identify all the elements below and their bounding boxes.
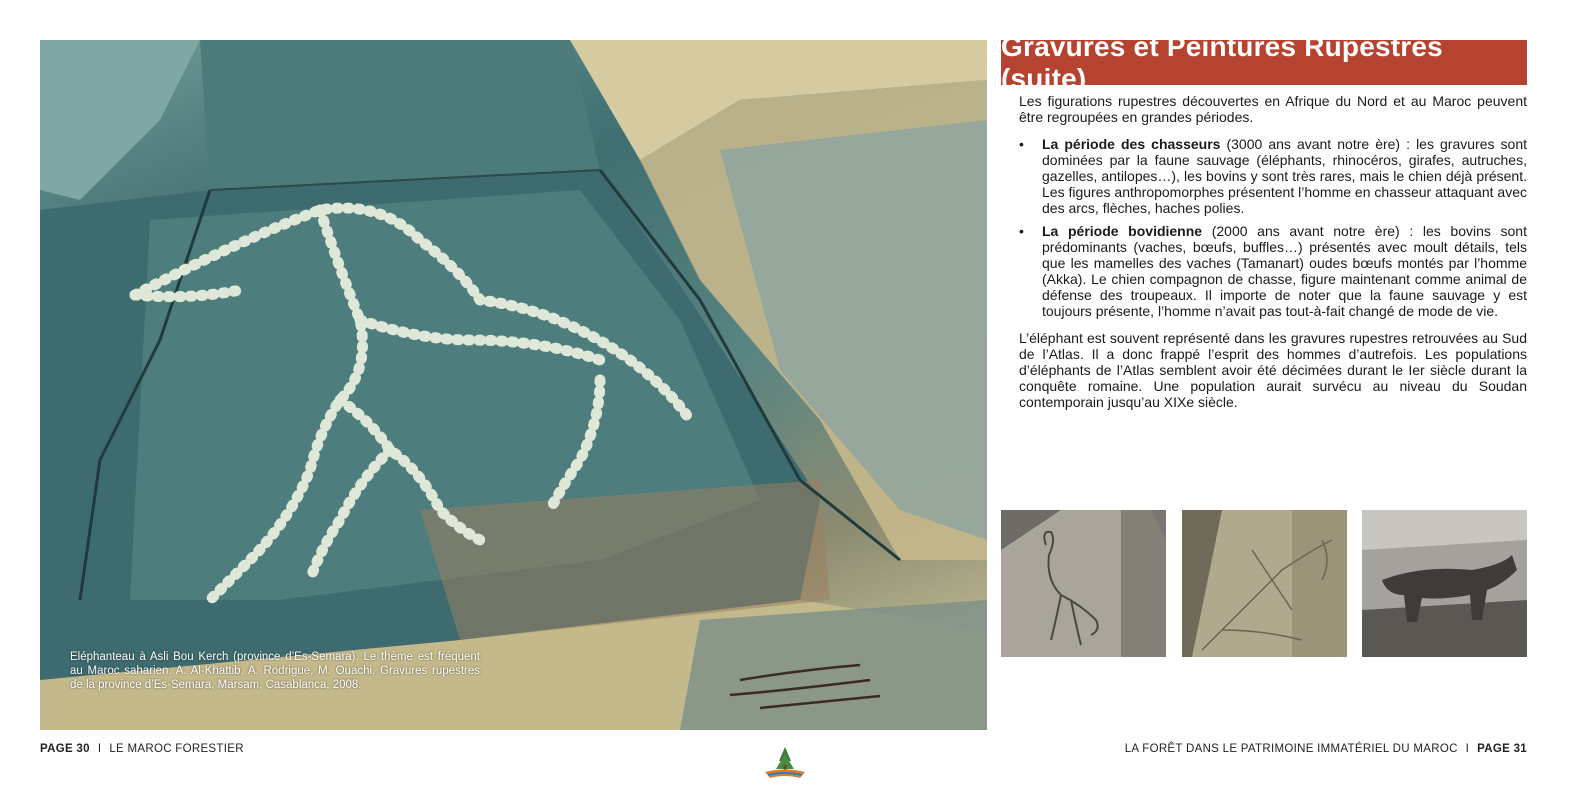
main-rock-engraving-photo (40, 40, 987, 730)
period-item-bovidian (1042, 223, 1527, 319)
period-item-hunters (1042, 136, 1527, 216)
period-description: (3000 ans avant notre ère) : les gravures sont dominées par la faune sauvage (éléphants, rhinocéros, girafes, autruches, gazelles, antilopes…), les bovins y sont très rares, mais le chien déjà présent. Les figures anthropomorphes présentent l’homme en chasseur attaquant avec des arcs, flèches, haches polies. (1042, 136, 1527, 216)
period-name: La période bovidienne (1042, 223, 1203, 239)
rock-engraving-illustration (40, 40, 987, 730)
thumbnail-ostrich-engraving (1001, 510, 1166, 657)
left-page-number: PAGE 30 (40, 743, 90, 755)
footer-left (40, 743, 244, 755)
period-description: (2000 ans avant notre ère) : les bovins sont prédominants (vaches, bœufs, buffles…) présentés avec moult détails, tels que les mamelles des vaches (Tamanart) oudes bœufs montés par l’homme (Akka). Le chien compagnon de chasse, figure maintenant comme animal de défense des troupeaux. Il importe de noter que la faune sauvage y est toujours présente, l’homme n’avait pas tout-à-fait changé de mode de vie. (1042, 223, 1527, 319)
left-running-title: LE MAROC FORESTIER (109, 743, 244, 755)
intro-paragraph: Les figurations rupestres découvertes en Afrique du Nord et au Maroc peuvent être regroupées en grandes périodes. (1019, 93, 1527, 125)
right-running-title: LA FORÊT DANS LE PATRIMOINE IMMATÉRIEL DU MAROC (1124, 743, 1458, 755)
right-page-number: PAGE 31 (1477, 743, 1527, 755)
footer-right (1125, 743, 1527, 755)
thumbnail-engraved-lines (1182, 510, 1347, 657)
periods-list (1019, 136, 1527, 319)
thumbnail-bovine-engraving (1362, 510, 1527, 657)
photo-caption: Eléphanteau à Asli Bou Kerch (province d’Es-Semara). Le thème est fréquent au Maroc saharien. A. Al-Khattib, A. Rodrigue, M. Ouachi, Gravures rupestres de la province d’Es-Semara, Marsam, Casablanca, 2008. (70, 651, 480, 691)
article-body (1019, 93, 1527, 410)
footer-separator: I (1465, 743, 1470, 755)
article-title: Gravures et Peintures Rupestres (suite) (1001, 40, 1527, 85)
closing-paragraph: L’éléphant est souvent représenté dans les gravures rupestres retrouvées au Sud de l’Atlas. Il a donc frappé l’esprit des hommes d’autrefois. Les populations d’éléphants de l’Atlas semblent avoir été décimées durant le Ier siècle durant la conquête romaine. Une population aurait survécu au niveau du Soudan contemporain jusqu’au XIXe siècle. (1019, 330, 1527, 410)
period-name: La période des chasseurs (1042, 136, 1221, 152)
forest-logo-icon (760, 745, 810, 781)
footer-separator: I (97, 743, 102, 755)
